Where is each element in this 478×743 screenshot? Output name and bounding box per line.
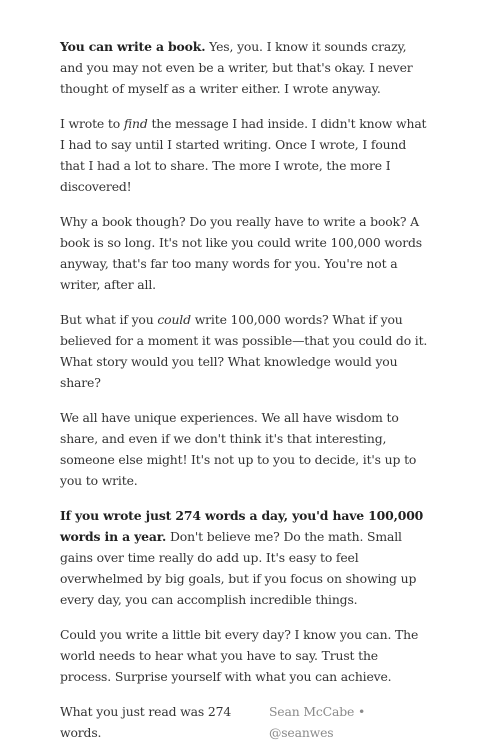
article-footer xyxy=(60,701,428,743)
italic-text: could xyxy=(157,312,191,327)
paragraph xyxy=(60,505,428,610)
paragraph xyxy=(60,309,428,393)
closing-line: What you just read was 274 words. xyxy=(60,704,232,740)
paragraph-list xyxy=(60,36,428,687)
author-attribution: Sean McCabe • @seanwes xyxy=(268,704,366,740)
italic-text: find xyxy=(123,116,148,131)
paragraph xyxy=(60,211,428,295)
paragraph xyxy=(60,624,428,687)
paragraph xyxy=(60,407,428,491)
paragraph-text: Could you write a little bit every day? I know you can. The world needs to hear what you have to say. Trust the process. Surprise yourself with what you can achieve. xyxy=(60,627,419,684)
article-body xyxy=(60,36,428,743)
paragraph-text: Yes, you. I know it sounds crazy, and you may not even be a writer, but that's okay. I never thought of myself as a writer either. I wrote anyway. xyxy=(60,39,413,96)
paragraph-text: We all have unique experiences. We all have wisdom to share, and even if we don't think it's that interesting, someone else might! It's not up to you to decide, it's up to you to write. xyxy=(60,410,417,488)
paragraph-text: the message I had inside. I didn't know what I had to say until I started writing. Once I wrote, I found that I had a lot to share. The more I wrote, the more I discovered! xyxy=(60,116,427,194)
paragraph-text: But what if you xyxy=(60,312,158,327)
paragraph-text: I wrote to xyxy=(60,116,124,131)
paragraph xyxy=(60,113,428,197)
paragraph-text: write 100,000 words? What if you believed for a moment it was possible—that you could do it. What story would you tell? What knowledge would you share? xyxy=(60,312,428,390)
bold-text: You can write a book. xyxy=(60,39,206,54)
paragraph-text: Why a book though? Do you really have to write a book? A book is so long. It's not like you could write 100,000 words anyway, that's far too many words for you. You're not a writer, after all. xyxy=(60,214,422,292)
paragraph-text: Don't believe me? Do the math. Small gains over time really do add up. It's easy to feel overwhelmed by big goals, but if you focus on showing up every day, you can accomplish incredible things. xyxy=(60,529,417,607)
paragraph xyxy=(60,36,428,99)
bold-text: If you wrote just 274 words a day, you'd have 100,000 words in a year. xyxy=(60,508,424,544)
